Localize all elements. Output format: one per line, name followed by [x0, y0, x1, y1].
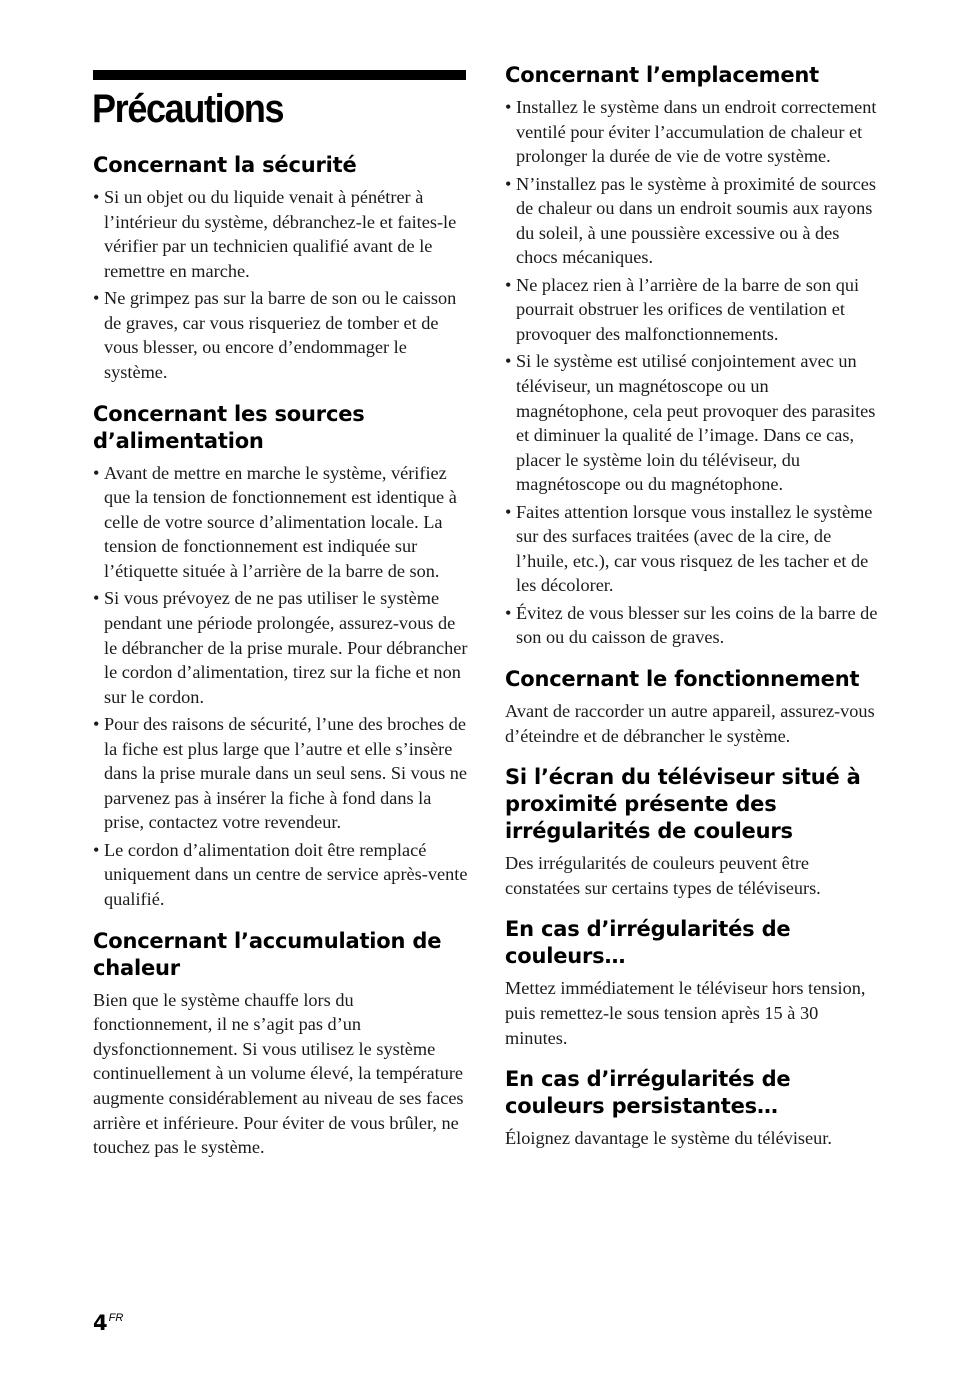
section-heading: En cas d’irrégularités de couleurs…	[505, 917, 791, 969]
section-ecran-tv	[505, 764, 883, 900]
bullet-item: • Faites attention lorsque vous installez le système sur des surfaces traitées (avec de la cire, de l’huile, etc.), car vous risquez de les tacher et de les décolorer.	[505, 500, 883, 598]
bullet-item: • N’installez pas le système à proximité de sources de chaleur ou dans un endroit soumis aux rayons du soleil, à une poussière excessive ou à des chocs mécaniques.	[505, 172, 883, 270]
title-rule	[93, 70, 466, 80]
section-heading: Concernant la sécurité	[93, 153, 357, 177]
bullet-item: • Le cordon d’alimentation doit être remplacé uniquement dans un centre de service après-vente qualifié.	[93, 838, 468, 912]
section-emplacement	[505, 62, 883, 650]
bullet-list	[93, 185, 468, 385]
bullet-list	[93, 461, 468, 912]
section-fonctionnement	[505, 666, 883, 748]
section-securite	[93, 152, 468, 385]
section-heading: Concernant l’accumulation de chaleur	[93, 928, 442, 980]
section-heading: Concernant les sources d’alimentation	[93, 401, 365, 453]
bullet-item: • Ne placez rien à l’arrière de la barre de son qui pourrait obstruer les orifices de ventilation et provoquer des malfonctionnements.	[505, 273, 883, 347]
bullet-item: • Évitez de vous blesser sur les coins de la barre de son ou du caisson de graves.	[505, 601, 883, 650]
page-title: Précautions	[92, 87, 284, 131]
bullet-item: • Si le système est utilisé conjointement avec un téléviseur, un magnétoscope ou un magnétophone, cela peut provoquer des parasites et diminuer la qualité de l’image. Dans ce cas, placer le système loin du téléviseur, du magnétoscope ou du magnétophone.	[505, 349, 883, 497]
page-footer	[93, 1311, 123, 1335]
bullet-item: • Pour des raisons de sécurité, l’une des broches de la fiche est plus large que l’autre et elle s’insère dans la prise murale dans un seul sens. Si vous ne parvenez pas à insérer la fiche à fond dans la prise, contactez votre revendeur.	[93, 712, 468, 835]
bullet-item: • Installez le système dans un endroit correctement ventilé pour éviter l’accumulation de chaleur et prolonger la durée de vie de votre système.	[505, 95, 883, 169]
section-chaleur	[93, 928, 468, 1160]
section-heading: Si l’écran du téléviseur situé à proximité présente des irrégularités de couleurs	[505, 765, 861, 844]
section-heading: En cas d’irrégularités de couleurs persistantes…	[505, 1067, 791, 1119]
bullet-item: • Si vous prévoyez de ne pas utiliser le système pendant une période prolongée, assurez-vous de le débrancher de la prise murale. Pour débrancher le cordon d’alimentation, tirez sur la fiche et non sur le cordon.	[93, 586, 468, 709]
language-code: FR	[108, 1312, 124, 1324]
bullet-item: • Avant de mettre en marche le système, vérifiez que la tension de fonctionnement est identique à celle de votre source d’alimentation locale. La tension de fonctionnement est indiquée sur l’étiquette située à l’arrière de la barre de son.	[93, 461, 468, 584]
section-alimentation	[93, 401, 468, 912]
section-irregularites-persistantes	[505, 1066, 883, 1151]
right-column	[505, 62, 883, 1167]
bullet-list	[505, 95, 883, 650]
section-heading: Concernant l’emplacement	[505, 63, 819, 87]
bullet-item: • Si un objet ou du liquide venait à pénétrer à l’intérieur du système, débranchez-le et faites-le vérifier par un technicien qualifié avant de le remettre en marche.	[93, 185, 468, 283]
page-number: 4	[93, 1311, 108, 1335]
section-paragraph: Avant de raccorder un autre appareil, assurez-vous d’éteindre et de débrancher le système.	[505, 701, 875, 746]
section-paragraph: Bien que le système chauffe lors du fonctionnement, il ne s’agit pas d’un dysfonctionnement. Si vous utilisez le système continuellement à un volume élevé, la température augmente considérablement au niveau de ses faces arrière et inférieure. Pour éviter de vous brûler, ne touchez pas le système.	[93, 989, 464, 1158]
section-paragraph: Mettez immédiatement le téléviseur hors tension, puis remettez-le sous tension après 15 à 30 minutes.	[505, 978, 866, 1048]
section-paragraph: Des irrégularités de couleurs peuvent être constatées sur certains types de téléviseurs.	[505, 853, 821, 898]
section-paragraph: Éloignez davantage le système du téléviseur.	[505, 1128, 832, 1149]
bullet-item: • Ne grimpez pas sur la barre de son ou le caisson de graves, car vous risqueriez de tomber et de vous blesser, ou encore d’endommager le système.	[93, 286, 468, 384]
section-irregularites	[505, 916, 883, 1050]
left-column	[93, 152, 468, 1176]
section-heading: Concernant le fonctionnement	[505, 667, 860, 692]
